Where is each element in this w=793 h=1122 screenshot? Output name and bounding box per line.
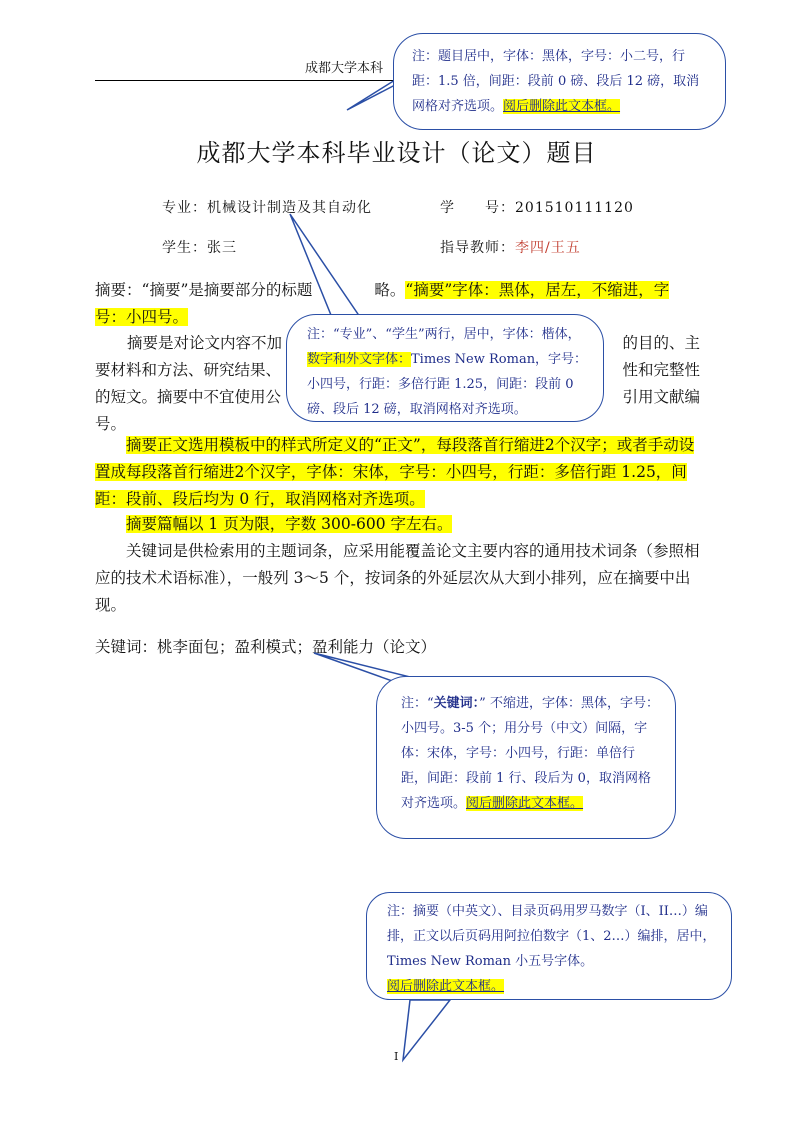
kw-note-bold: 关键词： xyxy=(433,696,480,711)
student-value: 张三 xyxy=(207,240,237,256)
abstract-intro-tail: 略。 xyxy=(374,281,406,299)
running-header: 成都大学本科 xyxy=(305,61,384,76)
meta-callout-pointer xyxy=(290,214,362,320)
keywords-value: 桃李面包；盈利模式；盈利能力（论文） xyxy=(157,638,437,656)
student-label: 学生： xyxy=(162,240,207,256)
abstract-style-note: 摘要正文选用模板中的样式所定义的“正文”，每段落首行缩进2个汉字；或者手动设置成每段落首行缩进2个汉字，字体：宋体，字号：小四号，行距：多倍行距 1.25，间距：段前、段后均为 0 行，取消网格对齐选项。 xyxy=(95,436,695,508)
abstract-format-note: “摘要”字体：黑体，居左，不缩进，字号：小四号。 xyxy=(95,281,670,326)
major-value: 机械设计制造及其自动化 xyxy=(207,200,372,216)
abstract-body-line1b: 的目的、主 xyxy=(622,334,700,352)
advisor-value: 李四/王五 xyxy=(515,240,581,256)
kw-note-part2: ” 不缩进，字体：黑体，字号：小四号。3-5 个；用分号（中文）间隔，字体：宋体，字号：小四号，行距：单倍行距，间距：段前 1 行、段后为 0，取消网格对齐选项。 xyxy=(401,696,659,811)
page-note: 注：摘要（中英文）、目录页码用罗马数字（I、II…）编排，正文以后页码用阿拉伯数字（1、2…）编排，居中，Times New Roman 小五号字体。 xyxy=(387,904,716,969)
abstract-body-line4: 号。 xyxy=(95,415,127,433)
title-delete-note[interactable]: 阅后删除此文本框。 xyxy=(503,99,621,114)
kw-delete-note[interactable]: 阅后删除此文本框。 xyxy=(466,796,584,811)
meta-note-highlight: 数字和外文字体： xyxy=(307,352,412,367)
kw-note-part1: 注：“ xyxy=(401,696,434,711)
meta-note-part2: Times New Roman，字号：小四号，行距：多倍行距 1.25，间距：段前 0 磅、段后 12 磅，取消网格对齐选项。 xyxy=(307,352,588,417)
title-format-note: 注：题目居中，字体：黑体，字号：小二号，行距：1.5 倍，间距：段前 0 磅、段后 12 磅，取消网格对齐选项。 xyxy=(412,49,700,114)
title-format-callout[interactable] xyxy=(393,33,726,130)
page-number-callout[interactable] xyxy=(366,892,732,1000)
abstract-body-line1a: 摘要是对论文内容不加 xyxy=(127,334,283,352)
meta-format-callout[interactable] xyxy=(286,314,604,422)
abstract-length-note: 摘要篇幅以 1 页为限，字数 300-600 字左右。 xyxy=(126,515,453,533)
major-label: 专业： xyxy=(162,200,207,216)
student-id-label: 学 号： xyxy=(440,200,515,216)
abstract-body-line3a: 的短文。摘要中不宜使用公 xyxy=(95,388,282,406)
abstract-intro: “摘要”是摘要部分的标题 xyxy=(141,281,313,299)
abstract-body-line2a: 要材料和方法、研究结果、 xyxy=(95,361,282,379)
page-number: I xyxy=(394,1050,399,1063)
advisor-label: 指导教师： xyxy=(440,240,515,256)
keywords-guidance-paragraph: 关键词是供检索用的主题词条，应采用能覆盖论文主要内容的通用技术词条（参照相应的技术术语标准），一般列 3～5 个，按词条的外延层次从大到小排列，应在摘要中出现。 xyxy=(95,542,700,614)
meta-note-part1: 注：“专业”、“学生”两行，居中，字体：楷体， xyxy=(307,327,581,342)
student-id-value: 201510111120 xyxy=(515,200,634,216)
abstract-label: 摘要： xyxy=(95,281,142,299)
abstract-body-line2b: 性和完整性 xyxy=(622,361,700,379)
abstract-body-line3b: 引用文献编 xyxy=(622,388,700,406)
page-delete-note[interactable]: 阅后删除此文本框。 xyxy=(387,979,505,994)
page-callout-pointer xyxy=(403,1000,450,1060)
thesis-title: 成都大学本科毕业设计（论文）题目 xyxy=(196,139,597,167)
keywords-label: 关键词： xyxy=(95,638,158,656)
keywords-format-callout[interactable] xyxy=(376,676,676,839)
